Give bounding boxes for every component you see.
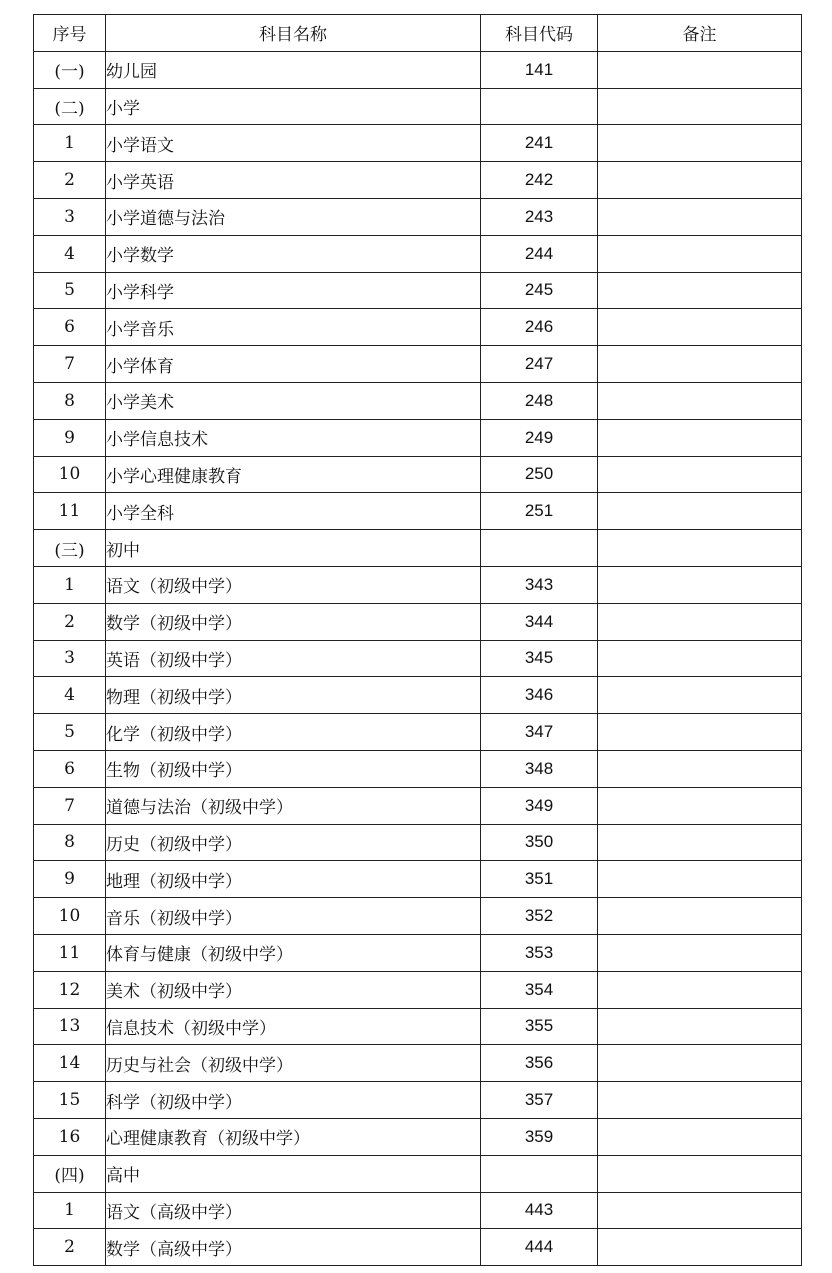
table-row [34, 1082, 802, 1119]
note-cell [598, 677, 802, 714]
note-cell [598, 898, 802, 935]
row-number: 2 [34, 603, 106, 640]
subject-code: 347 [481, 714, 598, 751]
subject-code [481, 530, 598, 567]
note-cell [598, 1045, 802, 1082]
subject-code: 345 [481, 640, 598, 677]
table-row [34, 677, 802, 714]
subject-code: 141 [481, 51, 598, 88]
header-name: 科目名称 [106, 15, 481, 52]
subject-name: 小学英语 [106, 162, 481, 199]
table-row [34, 530, 802, 567]
subject-name: 历史与社会（初级中学） [106, 1045, 481, 1082]
table-row [34, 898, 802, 935]
note-cell [598, 640, 802, 677]
note-cell [598, 235, 802, 272]
table-body [34, 51, 802, 1265]
row-number: 10 [34, 456, 106, 493]
table-row [34, 934, 802, 971]
table-row [34, 1118, 802, 1155]
row-number: 6 [34, 750, 106, 787]
row-number: 5 [34, 272, 106, 309]
subject-name: 物理（初级中学） [106, 677, 481, 714]
subject-name: 小学心理健康教育 [106, 456, 481, 493]
header-no: 序号 [34, 15, 106, 52]
row-number: 2 [34, 1229, 106, 1266]
note-cell [598, 530, 802, 567]
note-cell [598, 493, 802, 530]
subject-code: 343 [481, 566, 598, 603]
subject-code: 351 [481, 861, 598, 898]
note-cell [598, 861, 802, 898]
subject-code: 353 [481, 934, 598, 971]
table-row [34, 51, 802, 88]
table-row [34, 566, 802, 603]
table-row [34, 162, 802, 199]
note-cell [598, 566, 802, 603]
table-row [34, 382, 802, 419]
table-row [34, 88, 802, 125]
row-number: 8 [34, 824, 106, 861]
table-row [34, 309, 802, 346]
table-row [34, 198, 802, 235]
header-code: 科目代码 [481, 15, 598, 52]
note-cell [598, 1008, 802, 1045]
row-number: 10 [34, 898, 106, 935]
subject-code: 344 [481, 603, 598, 640]
row-number: (四) [34, 1155, 106, 1192]
note-cell [598, 272, 802, 309]
subject-code: 349 [481, 787, 598, 824]
row-number: 9 [34, 419, 106, 456]
subject-code: 245 [481, 272, 598, 309]
note-cell [598, 934, 802, 971]
row-number: 4 [34, 235, 106, 272]
table-row [34, 493, 802, 530]
row-number: 3 [34, 198, 106, 235]
note-cell [598, 309, 802, 346]
row-number: 4 [34, 677, 106, 714]
subject-name: 小学信息技术 [106, 419, 481, 456]
subject-code: 246 [481, 309, 598, 346]
row-number: 6 [34, 309, 106, 346]
row-number: 7 [34, 346, 106, 383]
subject-code: 355 [481, 1008, 598, 1045]
subject-code: 250 [481, 456, 598, 493]
table-row [34, 824, 802, 861]
table-row [34, 272, 802, 309]
note-cell [598, 824, 802, 861]
subject-name: 初中 [106, 530, 481, 567]
row-number: 13 [34, 1008, 106, 1045]
row-number: 1 [34, 566, 106, 603]
subject-name: 道德与法治（初级中学） [106, 787, 481, 824]
table-row [34, 1192, 802, 1229]
subject-name: 小学语文 [106, 125, 481, 162]
row-number: 15 [34, 1082, 106, 1119]
note-cell [598, 456, 802, 493]
table-row [34, 1008, 802, 1045]
row-number: 1 [34, 125, 106, 162]
subject-code: 352 [481, 898, 598, 935]
note-cell [598, 88, 802, 125]
subject-code: 241 [481, 125, 598, 162]
subject-name: 地理（初级中学） [106, 861, 481, 898]
row-number: 9 [34, 861, 106, 898]
row-number: (一) [34, 51, 106, 88]
table-row [34, 235, 802, 272]
subject-code-table [33, 14, 802, 1266]
subject-name: 小学道德与法治 [106, 198, 481, 235]
subject-name: 数学（初级中学） [106, 603, 481, 640]
header-note: 备注 [598, 15, 802, 52]
subject-code: 356 [481, 1045, 598, 1082]
subject-name: 小学 [106, 88, 481, 125]
subject-name: 心理健康教育（初级中学） [106, 1118, 481, 1155]
subject-code: 350 [481, 824, 598, 861]
table-header-row [34, 15, 802, 52]
note-cell [598, 714, 802, 751]
subject-code: 244 [481, 235, 598, 272]
note-cell [598, 125, 802, 162]
subject-name: 英语（初级中学） [106, 640, 481, 677]
row-number: 2 [34, 162, 106, 199]
subject-name: 小学体育 [106, 346, 481, 383]
subject-code: 247 [481, 346, 598, 383]
subject-code: 357 [481, 1082, 598, 1119]
row-number: 12 [34, 971, 106, 1008]
subject-name: 体育与健康（初级中学） [106, 934, 481, 971]
row-number: (二) [34, 88, 106, 125]
subject-name: 信息技术（初级中学） [106, 1008, 481, 1045]
table-row [34, 714, 802, 751]
subject-name: 音乐（初级中学） [106, 898, 481, 935]
row-number: 5 [34, 714, 106, 751]
table-row [34, 750, 802, 787]
subject-code: 348 [481, 750, 598, 787]
subject-code: 346 [481, 677, 598, 714]
table-row [34, 1229, 802, 1266]
row-number: (三) [34, 530, 106, 567]
row-number: 16 [34, 1118, 106, 1155]
note-cell [598, 1118, 802, 1155]
row-number: 7 [34, 787, 106, 824]
table-row [34, 125, 802, 162]
subject-code: 242 [481, 162, 598, 199]
note-cell [598, 382, 802, 419]
table-row [34, 1155, 802, 1192]
subject-name: 高中 [106, 1155, 481, 1192]
note-cell [598, 750, 802, 787]
subject-name: 美术（初级中学） [106, 971, 481, 1008]
subject-code: 251 [481, 493, 598, 530]
subject-code: 249 [481, 419, 598, 456]
row-number: 3 [34, 640, 106, 677]
table-row [34, 603, 802, 640]
table-row [34, 456, 802, 493]
subject-name: 小学全科 [106, 493, 481, 530]
table-row [34, 419, 802, 456]
subject-code: 248 [481, 382, 598, 419]
table-row [34, 640, 802, 677]
subject-name: 小学美术 [106, 382, 481, 419]
subject-name: 历史（初级中学） [106, 824, 481, 861]
subject-name: 语文（高级中学） [106, 1192, 481, 1229]
note-cell [598, 787, 802, 824]
subject-name: 小学科学 [106, 272, 481, 309]
subject-name: 语文（初级中学） [106, 566, 481, 603]
subject-name: 数学（高级中学） [106, 1229, 481, 1266]
note-cell [598, 419, 802, 456]
subject-name: 小学音乐 [106, 309, 481, 346]
subject-code [481, 88, 598, 125]
note-cell [598, 1082, 802, 1119]
subject-name: 化学（初级中学） [106, 714, 481, 751]
subject-name: 生物（初级中学） [106, 750, 481, 787]
subject-name: 小学数学 [106, 235, 481, 272]
subject-code: 359 [481, 1118, 598, 1155]
row-number: 14 [34, 1045, 106, 1082]
note-cell [598, 1192, 802, 1229]
table-row [34, 787, 802, 824]
subject-name: 幼儿园 [106, 51, 481, 88]
note-cell [598, 1229, 802, 1266]
note-cell [598, 51, 802, 88]
table-row [34, 861, 802, 898]
subject-name: 科学（初级中学） [106, 1082, 481, 1119]
note-cell [598, 603, 802, 640]
table-row [34, 1045, 802, 1082]
subject-code: 444 [481, 1229, 598, 1266]
note-cell [598, 1155, 802, 1192]
subject-code: 354 [481, 971, 598, 1008]
note-cell [598, 346, 802, 383]
row-number: 1 [34, 1192, 106, 1229]
table-row [34, 346, 802, 383]
subject-code: 443 [481, 1192, 598, 1229]
table-row [34, 971, 802, 1008]
row-number: 11 [34, 934, 106, 971]
row-number: 8 [34, 382, 106, 419]
subject-code [481, 1155, 598, 1192]
note-cell [598, 971, 802, 1008]
subject-code: 243 [481, 198, 598, 235]
row-number: 11 [34, 493, 106, 530]
note-cell [598, 162, 802, 199]
note-cell [598, 198, 802, 235]
